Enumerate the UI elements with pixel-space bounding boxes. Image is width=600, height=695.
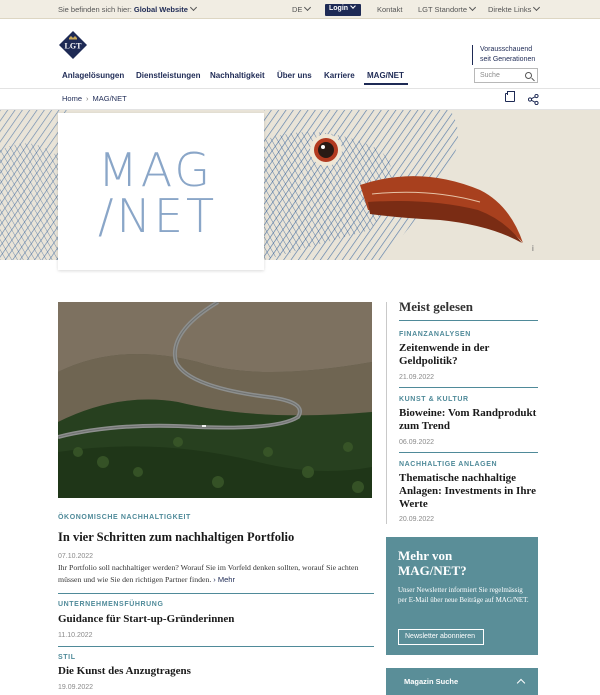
divider [58, 593, 374, 594]
feature-lead-text: Ihr Portfolio soll nachhaltiger werden? Worauf Sie im Vorfeld denken sollten, worauf Sie achten müssen und wie Sie den richtigen Partner finden. [58, 563, 359, 584]
locations-label: LGT Standorte [418, 5, 468, 14]
feature-date: 07.10.2022 [58, 553, 94, 560]
divider [399, 452, 538, 453]
breadcrumb [62, 94, 127, 103]
language-selector[interactable] [292, 5, 310, 14]
tagline-line-1: Vorausschauend [480, 46, 533, 53]
feature-title[interactable]: In vier Schritten zum nachhaltigen Portfolio [58, 530, 295, 544]
most-read-date: 21.09.2022 [399, 374, 435, 381]
tagline [472, 45, 552, 65]
chevron-down-icon [469, 4, 476, 11]
article-category[interactable]: STIL [58, 654, 76, 661]
most-read-date: 06.09.2022 [399, 439, 435, 446]
article-date: 11.10.2022 [58, 632, 93, 639]
nav-active-indicator [364, 83, 408, 85]
nav-item-nachhaltigkeit[interactable]: Nachhaltigkeit [210, 71, 265, 80]
most-read-title: Meist gelesen [399, 299, 474, 314]
magazine-search-label: Magazin Suche [404, 677, 459, 686]
more-label: Mehr [217, 575, 235, 584]
breadcrumb-home[interactable]: Home [62, 94, 83, 103]
location-value[interactable]: Global Website [133, 5, 188, 14]
divider [58, 646, 374, 647]
article-date: 19.09.2022 [58, 684, 94, 691]
nav-item-anlageloesungen[interactable]: Anlagelösungen [62, 71, 125, 80]
login-button[interactable] [325, 4, 361, 16]
magazine-search-toggle[interactable] [386, 668, 538, 695]
search-input[interactable] [474, 68, 538, 83]
magnet-logo-line-1: MAG [98, 143, 213, 197]
chevron-right-icon: › [86, 94, 89, 103]
article-title[interactable]: Die Kunst des Anzugtragens [58, 665, 191, 677]
utility-bar [0, 0, 600, 19]
info-icon[interactable]: i [532, 244, 534, 253]
chevron-up-icon [517, 679, 525, 687]
chevron-down-icon [190, 4, 197, 11]
most-read-title-1[interactable]: Zeitenwende in der Geldpolitik? [399, 342, 490, 367]
login-label: Login [329, 5, 349, 12]
nav-item-dienstleistungen[interactable]: Dienstleistungen [136, 71, 201, 80]
newsletter-box [386, 537, 538, 655]
nav-item-magnet[interactable]: MAG/NET [367, 71, 404, 80]
most-read-category[interactable]: KUNST & KULTUR [399, 396, 469, 403]
feature-lead [58, 562, 374, 586]
language-label: DE [292, 5, 303, 14]
chevron-down-icon [304, 4, 311, 11]
lgt-logo[interactable] [58, 30, 88, 60]
most-read-title-2[interactable]: Bioweine: Vom Randprodukt zum Trend [399, 407, 537, 432]
divider [0, 88, 600, 89]
newsletter-title: Mehr von MAG/NET? [398, 548, 467, 578]
nav-item-ueber-uns[interactable]: Über uns [277, 71, 312, 80]
search-placeholder: Suche [480, 72, 500, 79]
newsletter-subscribe-button[interactable]: Newsletter abonnieren [398, 629, 484, 645]
location-prefix: Sie befinden sich hier: [58, 5, 132, 14]
most-read-title-3[interactable]: Thematische nachhaltige Anlagen: Investments in Ihre Werte [399, 472, 537, 510]
tagline-line-2: seit Generationen [480, 56, 536, 63]
breadcrumb-current: MAG/NET [92, 94, 127, 103]
logo-text: LGT [64, 41, 82, 51]
share-icon[interactable] [528, 92, 539, 103]
article-category[interactable]: UNTERNEHMENSFÜHRUNG [58, 601, 164, 608]
magnet-logo-card [58, 113, 264, 270]
location-selector[interactable] [58, 5, 196, 14]
chevron-down-icon [350, 3, 356, 9]
search-icon[interactable] [525, 72, 532, 79]
most-read-category[interactable]: FINANZANALYSEN [399, 331, 471, 338]
locations-menu[interactable] [418, 5, 475, 14]
nav-item-karriere[interactable]: Karriere [324, 71, 355, 80]
newsletter-text: Unser Newsletter informiert Sie regelmässig per E-Mail über neue Beiträge auf MAG/NET. [398, 586, 529, 604]
direct-links-menu[interactable] [488, 5, 539, 14]
divider [399, 387, 538, 388]
most-read-category[interactable]: NACHHALTIGE ANLAGEN [399, 461, 498, 468]
contact-link[interactable]: Kontakt [377, 5, 403, 14]
sidebar-rule [386, 302, 387, 524]
feature-category[interactable]: ÖKONOMISCHE NACHHALTIGKEIT [58, 514, 191, 521]
divider [399, 320, 538, 321]
magnet-logo-line-2: /NET [98, 189, 218, 243]
article-title[interactable]: Guidance für Start-up-Gründerinnen [58, 613, 235, 625]
direct-links-label: Direkte Links [488, 5, 532, 14]
more-link[interactable]: › Mehr [213, 575, 235, 584]
feature-image[interactable] [58, 302, 372, 498]
chevron-down-icon [533, 4, 540, 11]
most-read-date: 20.09.2022 [399, 516, 435, 523]
print-icon[interactable] [505, 93, 515, 102]
